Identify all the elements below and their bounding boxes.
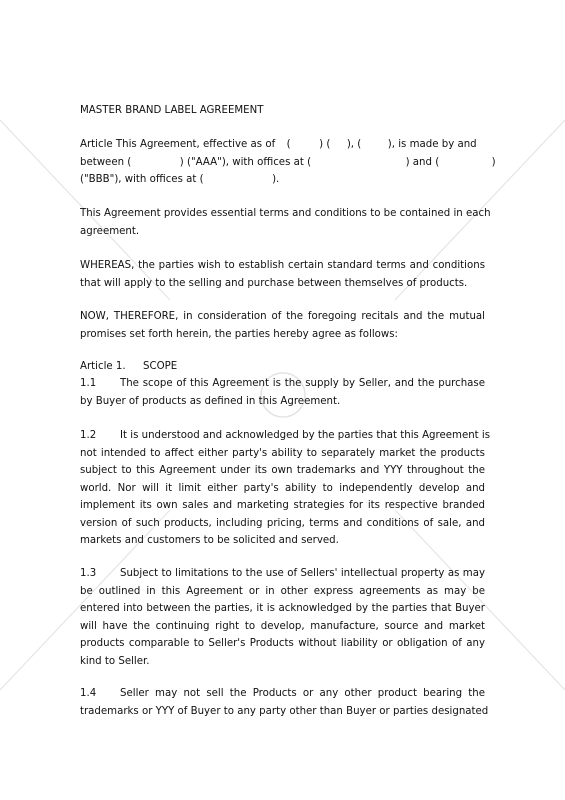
section-1-2-line3: subject to this Agreement under its own trademarks and YYY throughout the: [80, 465, 485, 476]
intro-line1-c: ) (: [319, 139, 331, 150]
article-1-title: SCOPE: [143, 361, 178, 372]
intro-line3-a: ("BBB"), with offices at (: [80, 174, 204, 185]
document-title: MASTER BRAND LABEL AGREEMENT: [80, 105, 264, 116]
intro-line2-c: ) and (: [405, 156, 440, 168]
section-1-2-line7: markets and customers to be solicited and served.: [80, 535, 339, 546]
section-1-3-line3: entered into between the parties, it is acknowledged by the parties that Buyer: [80, 603, 485, 614]
section-1-1-line1: The scope of this Agreement is the supply by Seller, and the purchase: [120, 378, 485, 389]
purpose-paragraph: [80, 205, 491, 240]
article-1-heading: [80, 358, 177, 376]
section-1-4: [80, 685, 489, 720]
intro-line1-b: (: [286, 139, 291, 150]
section-1-2-number: 1.2: [80, 430, 97, 441]
purpose-line1: This Agreement provides essential terms and conditions to be contained in each: [80, 208, 491, 219]
now-therefore-paragraph: [80, 308, 485, 343]
section-1-3-line4: will have the continuing right to develop, manufacture, source and market: [80, 620, 485, 632]
intro-line1-a: Article This Agreement, effective as of: [80, 139, 276, 150]
intro-line1-e: ), is made by and: [387, 139, 477, 150]
intro-line2-d: ): [491, 156, 496, 168]
whereas-line1: WHEREAS, the parties wish to establish certain standard terms and conditions: [80, 260, 485, 271]
section-1-4-number: 1.4: [80, 688, 97, 699]
section-1-2: [80, 427, 491, 550]
whereas-line2: that will apply to the selling and purchase between themselves of products.: [80, 277, 468, 289]
section-1-1-line2: by Buyer of products as defined in this Agreement.: [80, 395, 341, 407]
intro-paragraph: [80, 136, 496, 189]
section-1-3-number: 1.3: [80, 568, 97, 579]
whereas-paragraph: [80, 257, 485, 292]
section-1-3: [80, 565, 485, 670]
section-1-4-line2: trademarks or YYY of Buyer to any party other than Buyer or parties designated: [80, 705, 489, 717]
section-1-3-line6: kind to Seller.: [80, 655, 150, 667]
section-1-1-number: 1.1: [80, 378, 97, 389]
intro-line2-b: ) ("AAA"), with offices at (: [179, 156, 312, 168]
intro-line2-a: between (: [80, 156, 132, 168]
section-1-4-line1: Seller may not sell the Products or any other product bearing the: [120, 688, 485, 699]
article-1-number: Article 1.: [80, 361, 126, 372]
section-1-3-line5: products comparable to Seller's Products without liability or obligation of any: [80, 638, 485, 649]
section-1-2-line1: It is understood and acknowledged by the parties that this Agreement is: [120, 430, 491, 441]
section-1-2-line2: not intended to affect either party's ability to separately market the products: [80, 447, 485, 459]
section-1-3-line1: Subject to limitations to the use of Sellers' intellectual property as may: [120, 568, 485, 579]
now-therefore-line2: promises set forth herein, the parties hereby agree as follows:: [80, 328, 398, 340]
section-1-2-line5: implement its own sales and marketing strategies for its respective branded: [80, 500, 485, 511]
section-1-1: [80, 375, 485, 410]
intro-line3-b: ).: [272, 174, 280, 185]
now-therefore-line1: NOW, THEREFORE, in consideration of the foregoing recitals and the mutual: [80, 311, 485, 322]
section-1-2-line6: version of such products, including pricing, terms and conditions of sale, and: [80, 517, 485, 529]
section-1-3-line2: be outlined in this Agreement or in other express agreements as may be: [80, 585, 485, 597]
intro-line1-d: ), (: [346, 139, 362, 150]
section-1-2-line4: world. Nor will it limit either party's ability to independently develop and: [80, 482, 485, 494]
purpose-line2: agreement.: [80, 225, 140, 237]
